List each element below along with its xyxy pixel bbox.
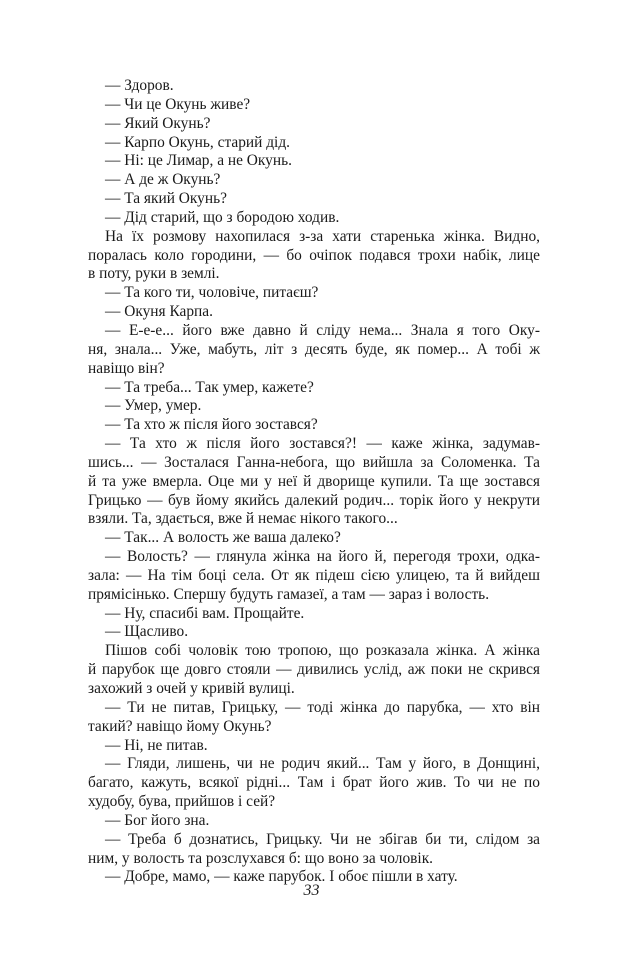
text-line: ним, у волость та розслухався б: що воно за чоловік.: [88, 849, 434, 867]
page-number: 33: [303, 882, 320, 899]
text-line: поралась коло городини, — бо очіпок подався трохи набік, лице: [88, 246, 540, 264]
text-line: — Та хто ж після його зостався?: [105, 416, 318, 434]
text-line: — Та який Окунь?: [105, 190, 227, 208]
text-line: — Волость? — глянула жінка на його й, перегодя трохи, одка-: [105, 548, 540, 566]
text-line: — Гляди, лишень, чи не родич який... Там у його, в Донщині,: [105, 755, 540, 773]
text-line: такий? навіщо йому Окунь?: [88, 717, 272, 735]
text-line: шись... — Зосталася Ганна-небога, що вийшла за Соломенка. Та: [88, 453, 540, 471]
text-line: — Добре, мамо, — каже парубок. І обоє пішли в хату.: [105, 868, 458, 886]
text-line: худобу, бува, прийшов і сей?: [88, 793, 276, 811]
text-line: — Ну, спасибі вам. Прощайте.: [105, 604, 305, 622]
text-line: — Умер, умер.: [105, 397, 202, 415]
text-line: — Та треба... Так умер, кажете?: [105, 378, 314, 396]
text-line: На їх розмову нахопилася з-за хати старенька жінка. Видно,: [105, 227, 540, 245]
text-line: — Треба б дознатись, Грицьку. Чи не збігав би ти, слідом за: [105, 830, 540, 848]
text-line: навіщо він?: [88, 359, 165, 377]
text-line: — Ні, не питав.: [105, 736, 208, 754]
text-line: багато, кажуть, всякої рідні... Там і брат його жив. То чи не по: [88, 774, 540, 792]
text-line: в поту, руки в землі.: [88, 265, 220, 283]
text-line: й та уже вмерла. Оце ми у неї й дворище купили. Та ще зостався: [88, 472, 540, 490]
text-line: — Та хто ж після його зостався?! — каже жінка, задумав-: [105, 435, 540, 453]
text-line: — Карпо Окунь, старий дід.: [105, 133, 291, 151]
text-line: зала: — На тім боці села. От як підеш сією улицею, та й вийдеш: [88, 566, 540, 584]
text-line: — Е-е-е... його вже давно й сліду нема... Знала я того Оку-: [105, 321, 540, 339]
text-line: — Та кого ти, чоловіче, питаєш?: [105, 284, 319, 302]
text-line: прямісінько. Спершу будуть гамазеї, а там — зараз і волость.: [88, 585, 490, 603]
text-line: Грицько — був йому якийсь далекий родич... торік його у некрути: [88, 491, 540, 509]
text-line: захожий з очей у кривій вулиці.: [88, 680, 295, 697]
text-line: — Чи це Окунь живе?: [105, 95, 251, 113]
page-text: [88, 77, 540, 887]
text-line: — Здоров.: [105, 77, 174, 94]
text-line: — Дід старий, що з бородою ходив.: [105, 208, 340, 226]
text-line: — Окуня Карпа.: [105, 303, 213, 321]
text-line: — Ти не питав, Грицьку, — тоді жінка до парубка, — хто він: [105, 698, 540, 716]
text-line: — Бог його зна.: [105, 811, 210, 829]
text-line: й парубок ще довго стояли — дивились услід, аж поки не скрився: [88, 661, 540, 679]
text-line: взяли. Та, здається, вже й немає нікого такого...: [88, 510, 398, 528]
text-line: — Щасливо.: [105, 623, 189, 641]
text-line: — Який Окунь?: [105, 114, 211, 132]
text-line: — Ні: це Лимар, а не Окунь.: [105, 152, 292, 170]
text-line: Пішов собі чоловік тою тропою, що розказала жінка. А жінка: [105, 642, 540, 660]
text-line: — Так... А волость же ваша далеко?: [105, 529, 341, 547]
text-line: — А де ж Окунь?: [105, 171, 221, 189]
text-line: ня, знала... Уже, мабуть, літ з десять буде, як помер... А тобі ж: [88, 340, 540, 358]
